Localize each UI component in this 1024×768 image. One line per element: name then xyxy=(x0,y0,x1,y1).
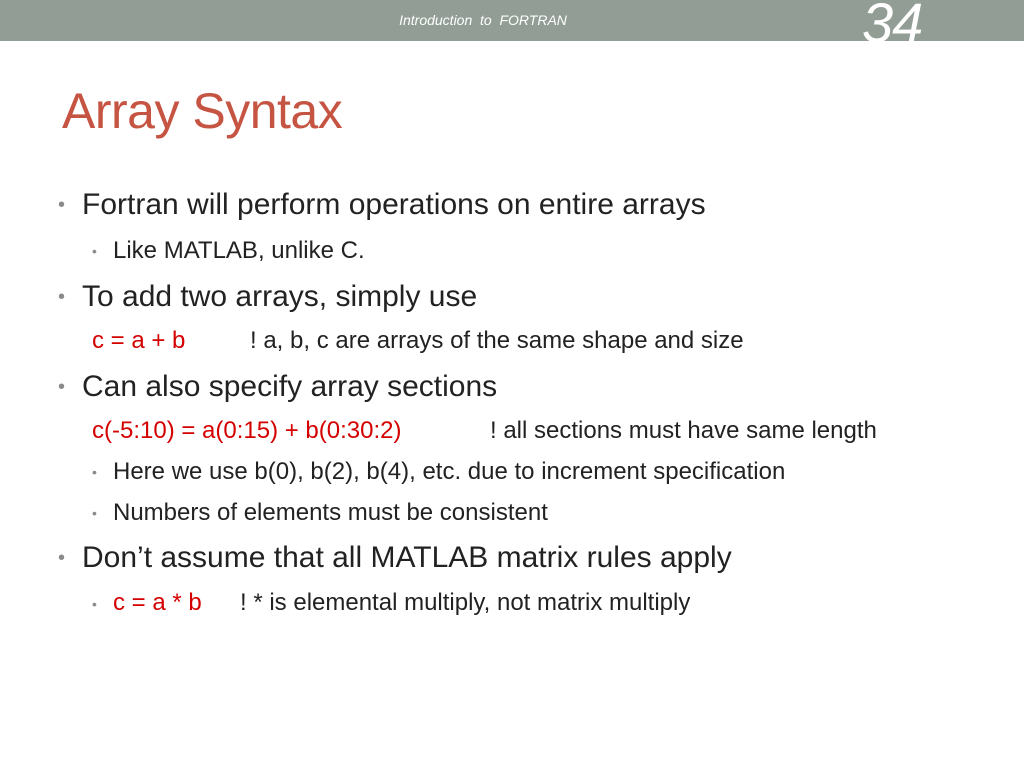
bullet-text: Numbers of elements must be consistent xyxy=(113,499,548,526)
bullet-text: Like MATLAB, unlike C. xyxy=(113,237,365,264)
code-snippet: c = a * b xyxy=(113,589,202,616)
bullet-dot-icon: • xyxy=(92,464,97,480)
code-comment: ! all sections must have same length xyxy=(490,417,877,444)
bullet-dot-icon: • xyxy=(58,376,66,398)
header-bar xyxy=(0,0,1024,54)
bullet-dot-icon: • xyxy=(92,596,97,612)
code-comment: ! a, b, c are arrays of the same shape and size xyxy=(250,327,744,354)
bullet-dot-icon: • xyxy=(92,243,97,259)
slide-number: 34 xyxy=(862,0,923,54)
bullet-dot-icon: • xyxy=(58,547,66,569)
bullet-dot-icon: • xyxy=(58,194,66,216)
bullet-text: Fortran will perform operations on entire arrays xyxy=(82,188,706,221)
bullet-text: Here we use b(0), b(2), b(4), etc. due to increment specification xyxy=(113,458,786,485)
code-comment: ! * is elemental multiply, not matrix multiply xyxy=(240,589,691,616)
bullet-text: Don’t assume that all MATLAB matrix rules apply xyxy=(82,541,732,574)
bullet-text: Can also specify array sections xyxy=(82,370,498,403)
bullet-dot-icon: • xyxy=(58,286,66,308)
bullet-text: To add two arrays, simply use xyxy=(82,280,478,313)
code-snippet: c(-5:10) = a(0:15) + b(0:30:2) xyxy=(92,417,402,444)
bullet-dot-icon: • xyxy=(92,505,97,521)
code-snippet: c = a + b xyxy=(92,327,186,354)
header-text: Introduction to FORTRAN xyxy=(399,12,567,28)
slide-title: Array Syntax xyxy=(62,83,343,139)
